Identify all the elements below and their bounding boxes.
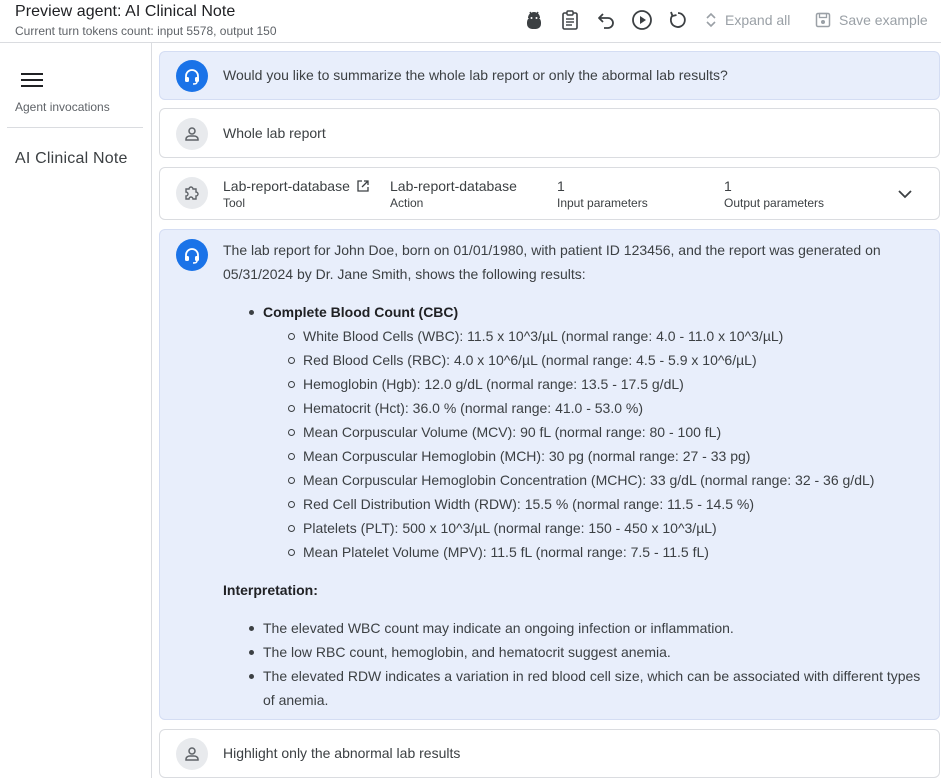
expand-all-label: Expand all	[725, 12, 791, 28]
chevron-down-icon[interactable]	[895, 184, 915, 204]
token-count: Current turn tokens count: input 5578, output 150	[15, 24, 277, 38]
person-icon	[184, 126, 200, 142]
sidebar-item-ai-clinical-note[interactable]: AI Clinical Note	[15, 150, 128, 167]
tool-avatar	[176, 177, 208, 209]
interpretation-item: The elevated WBC count may indicate an ongoing infection or inflammation.	[247, 616, 923, 640]
headset-icon	[183, 246, 201, 264]
agent-message-text: Would you like to summarize the whole lab report or only the abormal lab results?	[223, 67, 728, 83]
response-intro: The lab report for John Doe, born on 01/01/1980, with patient ID 123456, and the report was generated on 05/31/2024 by Dr. Jane Smith, shows the following results:	[223, 242, 881, 282]
output-count: 1	[724, 178, 732, 194]
interpretation-list	[223, 616, 923, 712]
agent-avatar	[176, 60, 208, 92]
android-icon[interactable]	[520, 6, 548, 34]
cbc-item: White Blood Cells (WBC): 11.5 x 10^3/µL (normal range: 4.0 - 11.0 x 10^3/µL)	[287, 324, 923, 348]
cbc-title: Complete Blood Count (CBC)	[263, 304, 459, 320]
cbc-item: Hematocrit (Hct): 36.0 % (normal range: 41.0 - 53.0 %)	[287, 396, 923, 420]
cbc-item: Red Cell Distribution Width (RDW): 15.5 % (normal range: 11.5 - 14.5 %)	[287, 492, 923, 516]
reset-icon[interactable]	[664, 6, 692, 34]
list-item	[247, 300, 923, 564]
person-icon	[184, 746, 200, 762]
user-message-text: Highlight only the abnormal lab results	[223, 745, 461, 761]
agent-avatar	[176, 239, 208, 271]
interpretation-item: The elevated RDW indicates a variation in red blood cell size, which can be associated with different types of anemia.	[247, 664, 923, 712]
agent-response-body	[223, 238, 923, 712]
user-avatar	[176, 118, 208, 150]
agent-message	[159, 51, 940, 100]
cbc-item: Platelets (PLT): 500 x 10^3/µL (normal range: 150 - 450 x 10^3/µL)	[287, 516, 923, 540]
expand-icon	[705, 11, 717, 29]
input-params-column	[557, 178, 648, 210]
cbc-item: Mean Corpuscular Hemoglobin Concentration (MCHC): 33 g/dL (normal range: 32 - 36 g/dL)	[287, 468, 923, 492]
sidebar-divider	[7, 127, 143, 128]
play-icon[interactable]	[628, 6, 656, 34]
action-name: Lab-report-database	[390, 178, 517, 194]
interpretation-item: The low RBC count, hemoglobin, and hematocrit suggest anemia.	[247, 640, 923, 664]
user-message	[159, 108, 940, 158]
cbc-list	[223, 300, 923, 564]
save-example-button[interactable]	[815, 10, 928, 30]
cbc-sublist	[263, 324, 923, 564]
tool-label: Tool	[223, 196, 246, 210]
input-count: 1	[557, 178, 565, 194]
cbc-item: Mean Corpuscular Hemoglobin (MCH): 30 pg (normal range: 27 - 33 pg)	[287, 444, 923, 468]
agent-response	[159, 229, 940, 720]
input-label: Input parameters	[557, 196, 648, 210]
user-avatar	[176, 738, 208, 770]
user-message-text: Whole lab report	[223, 125, 326, 141]
tool-column	[223, 178, 370, 210]
page-title: Preview agent: AI Clinical Note	[15, 3, 236, 20]
puzzle-icon	[183, 184, 201, 202]
save-icon	[815, 12, 831, 28]
action-label: Action	[390, 196, 424, 210]
cbc-item: Red Blood Cells (RBC): 4.0 x 10^6/µL (normal range: 4.5 - 5.9 x 10^6/µL)	[287, 348, 923, 372]
user-message	[159, 729, 940, 778]
cbc-item: Mean Corpuscular Volume (MCV): 90 fL (normal range: 80 - 100 fL)	[287, 420, 923, 444]
cbc-item: Mean Platelet Volume (MPV): 11.5 fL (normal range: 7.5 - 11.5 fL)	[287, 540, 923, 564]
clipboard-icon[interactable]	[556, 6, 584, 34]
sidebar-label: Agent invocations	[15, 100, 110, 114]
undo-icon[interactable]	[592, 6, 620, 34]
headset-icon	[183, 67, 201, 85]
cbc-item: Hemoglobin (Hgb): 12.0 g/dL (normal range: 13.5 - 17.5 g/dL)	[287, 372, 923, 396]
tool-name: Lab-report-database	[223, 178, 350, 194]
output-params-column	[724, 178, 824, 210]
interpretation-title: Interpretation:	[223, 582, 318, 598]
save-example-label: Save example	[839, 12, 928, 28]
tool-call-card[interactable]	[159, 167, 940, 220]
output-label: Output parameters	[724, 196, 825, 210]
header-bar	[0, 0, 941, 43]
sidebar	[0, 43, 152, 778]
expand-all-button[interactable]	[705, 10, 790, 30]
open-in-new-icon[interactable]	[356, 179, 370, 193]
action-column	[390, 178, 517, 210]
menu-icon[interactable]	[21, 73, 43, 91]
